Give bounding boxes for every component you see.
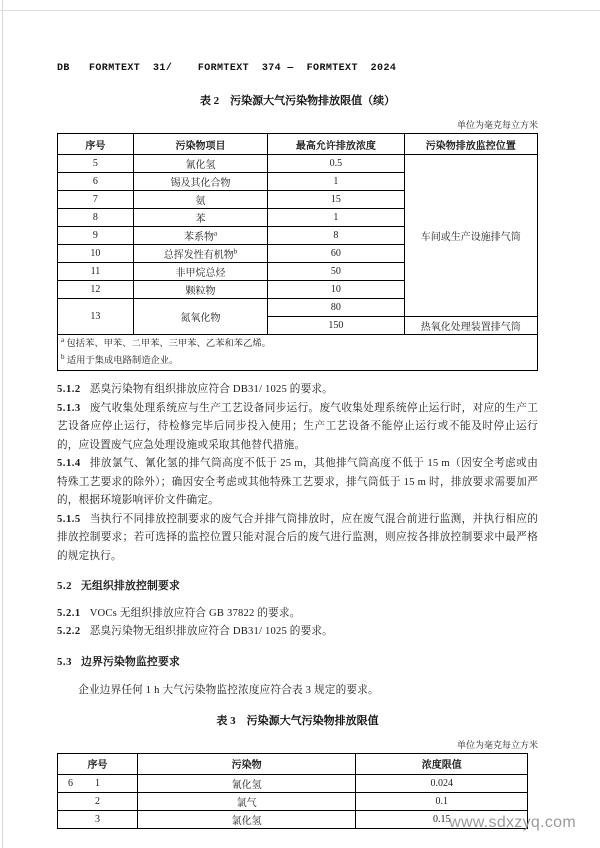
table3-unit-note: 单位为毫克每立方米 (456, 739, 538, 750)
clause-5-1-5: 5.1.5 当执行不同排放控制要求的废气合并排气筒排放时，应在废气混合前进行监测，并执行相应的排放控制要求；若可选择的监控位置只能对混合后的废气进行监测，则应按各排放控制要求中最严格的规定执行。 (57, 513, 538, 562)
row-index: 6 (58, 173, 134, 191)
footnote-a: $^a$ 包括苯、甲苯、二甲苯、三甲苯、乙苯和苯乙烯。 (61, 335, 271, 349)
limit-value: 0.5 (268, 155, 404, 173)
limit-value: 0.15 (356, 810, 528, 828)
row-index: 2 (58, 792, 138, 810)
watermark-url: www.sdxzyq.com (449, 814, 576, 831)
table2-unit-note: 单位为毫克每立方米 (456, 120, 538, 130)
limit-value: 50 (268, 263, 404, 281)
pollutant-name: 苯 (133, 209, 267, 227)
table2-col-index: 序号 (58, 134, 134, 155)
table2-col-monitoring-location: 污染物排放监控位置 (404, 134, 537, 155)
limit-value: 0.1 (356, 792, 528, 810)
table2-col-pollutant: 污染物项目 (133, 134, 267, 155)
clause-boundary-note: 企业边界任何 1 h 大气污染物监控浓度应符合表 3 规定的要求。 (78, 685, 379, 696)
table2-footnotes-row (58, 335, 538, 371)
table2-col-max-concentration: 最高允许排放浓度 (268, 134, 404, 155)
table3-col-limit: 浓度限值 (356, 753, 528, 774)
clause-5-1-3: 5.1.3 废气收集处理系统应与生产工艺设备同步运行。废气收集处理系统停止运行时，对应的生产工艺设备应停止运行，待检修完毕后同步投入使用；生产工艺设备不能停止运行或不能及时停止运行的，应设置废气应急处理设施或采取其他替代措施。 (57, 402, 538, 451)
page-content (57, 0, 538, 829)
pollutant-name: 氰化氢 (137, 774, 356, 792)
table2-title: 表 2 污染源大气污染物排放限值（续） (199, 95, 396, 107)
limit-value: 80 (268, 299, 404, 317)
limit-value: 0.024 (356, 774, 528, 792)
table3-header-row (58, 753, 528, 774)
table-row (58, 155, 538, 173)
table3-title: 表 3 污染源大气污染物排放限值 (216, 714, 379, 727)
footnote-a-marker: a (61, 335, 65, 344)
limit-value: 8 (268, 227, 404, 245)
pollutant-name: 氮氧化物 (133, 299, 267, 335)
row-index: 5 (58, 155, 134, 173)
page-number: 6 (68, 778, 73, 789)
footnote-b: $^b$ 适用于集成电路制造企业。 (61, 352, 179, 366)
clause-5-2-2: 5.2.2 恶臭污染物无组织排放应符合 DB31/ 1025 的要求。 (57, 626, 333, 637)
table3-col-index: 序号 (58, 753, 138, 774)
clause-5-1-2: 5.1.2 恶臭污染物有组织排放应符合 DB31/ 1025 的要求。 (57, 384, 333, 395)
row-index: 1 (58, 774, 138, 792)
row-index: 11 (58, 263, 134, 281)
row-index: 3 (58, 810, 138, 828)
row-index: 8 (58, 209, 134, 227)
pollutant-name: 氨 (133, 191, 267, 209)
pollutant-name: 苯系物$^a$ (133, 227, 267, 245)
limit-value: 15 (268, 191, 404, 209)
table2-emission-limits (57, 133, 538, 371)
monitoring-location-thermal: 热氧化处理装置排气筒 (404, 317, 537, 335)
table-row (58, 774, 528, 792)
clauses-section (57, 381, 538, 701)
footnote-b-marker: b (61, 352, 65, 361)
row-index: 10 (58, 245, 134, 263)
limit-value: 1 (268, 173, 404, 191)
row-index: 7 (58, 191, 134, 209)
limit-value: 150 (268, 317, 404, 335)
heading-5-2: 5.2 无组织排放控制要求 (57, 580, 180, 592)
limit-value: 10 (268, 281, 404, 299)
table2-header-row (58, 134, 538, 155)
row-index: 13 (58, 299, 134, 335)
pollutant-name: 氯化氢 (137, 810, 356, 828)
pollutant-name: 颗粒物 (133, 281, 267, 299)
clause-5-2-1: 5.2.1 VOCs 无组织排放应符合 GB 37822 的要求。 (57, 607, 301, 619)
limit-value: 60 (268, 245, 404, 263)
pollutant-name: 非甲烷总烃 (133, 263, 267, 281)
page-edge-line-vertical (2, 0, 3, 848)
table2-footnotes (58, 335, 538, 371)
standard-number-header: DB FORMTEXT 31/ FORMTEXT 374 — FORMTEXT 2024 (57, 63, 397, 74)
footnote-marker-b: b (233, 247, 238, 256)
table-row (58, 792, 528, 810)
pollutant-name: 总挥发性有机物$^b$ (133, 245, 267, 263)
monitoring-location-workshop: 车间或生产设施排气筒 (404, 155, 537, 317)
row-index: 12 (58, 281, 134, 299)
clause-5-1-4: 5.1.4 排放氯气、氰化氢的排气筒高度不低于 25 m，其他排气筒高度不低于 15 m（因安全考虑或由特殊工艺要求的除外）；确因安全考虑或其他特殊工艺要求，排气筒低于 15 m 时，排放要求需要加严的，根据环境影响评价文件确定。 (57, 458, 538, 506)
footnote-marker-a: a (213, 229, 218, 238)
limit-value: 1 (268, 209, 404, 227)
pollutant-name: 氰化氢 (133, 155, 267, 173)
row-index: 9 (58, 227, 134, 245)
heading-5-3: 5.3 边界污染物监控要求 (57, 655, 180, 668)
table3-col-pollutant: 污染物 (137, 753, 356, 774)
pollutant-name: 锡及其化合物 (133, 173, 267, 191)
pollutant-name: 氯气 (137, 792, 356, 810)
